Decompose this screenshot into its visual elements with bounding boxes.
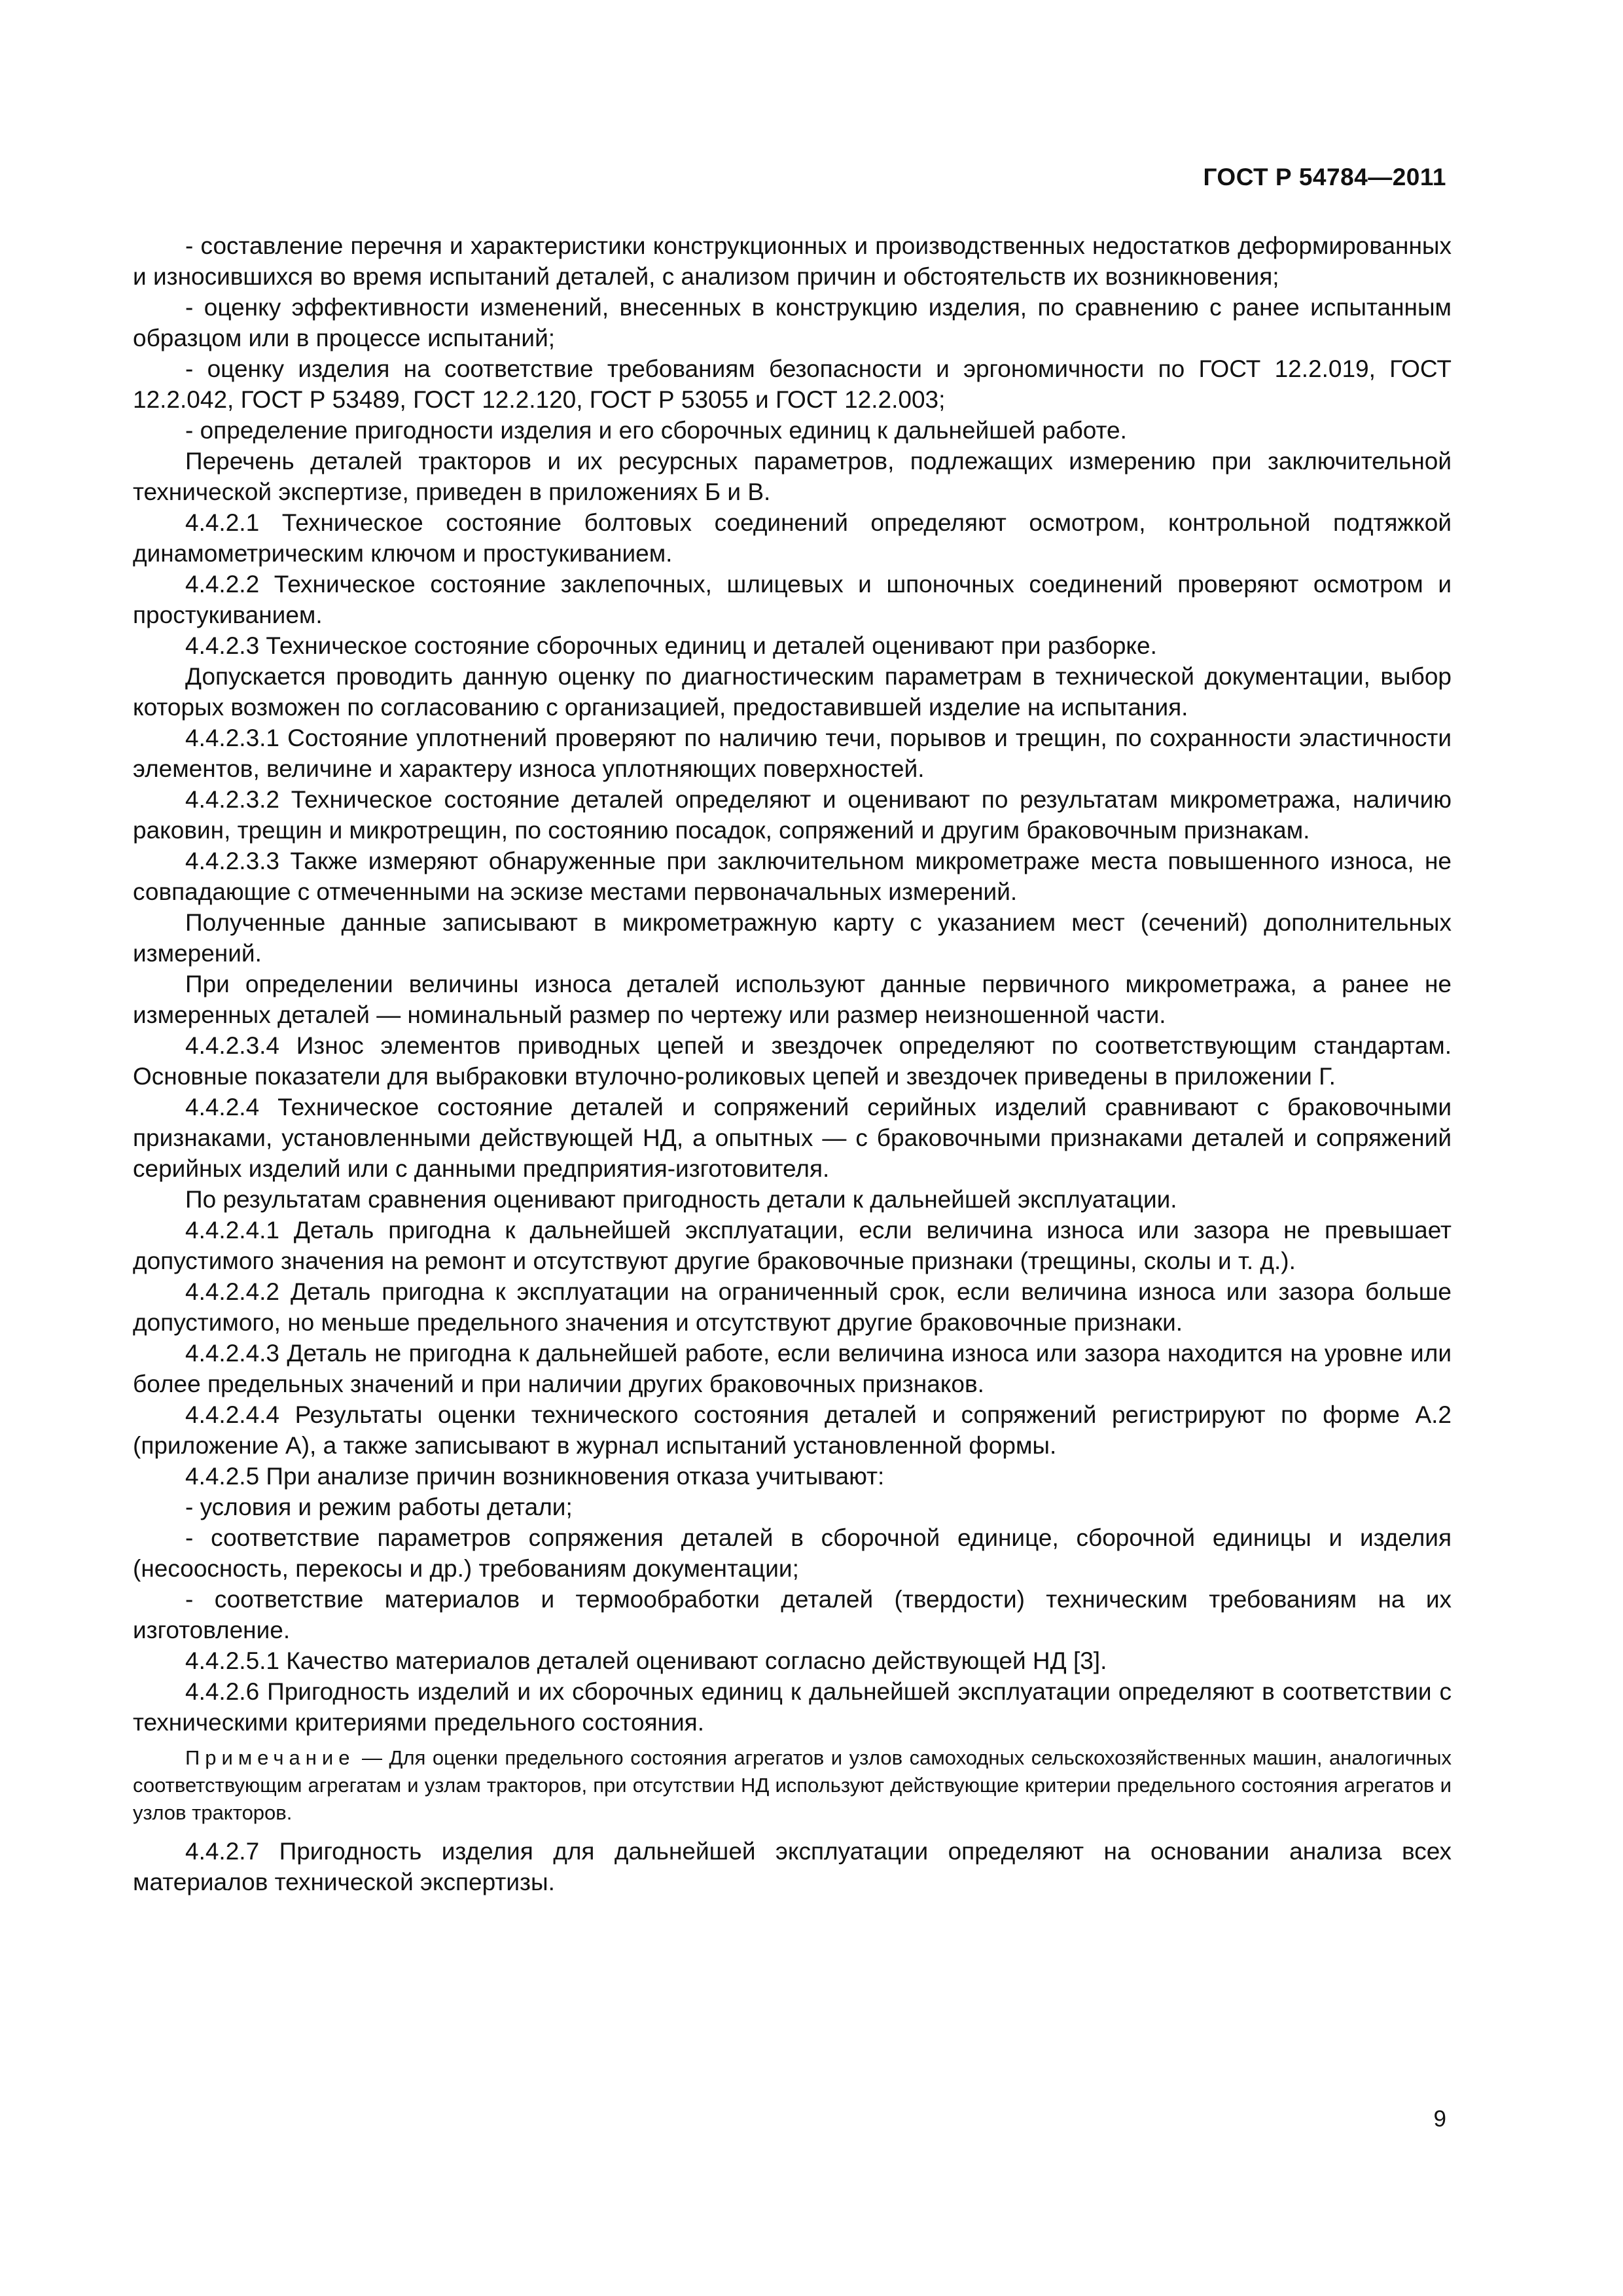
paragraph: - соответствие материалов и термообработки деталей (твердости) техническим требованиям на их изготовление. <box>133 1586 1452 1643</box>
paragraph: - определение пригодности изделия и его сборочных единиц к дальнейшей работе. <box>185 417 1127 444</box>
note-text: — Для оценки предельного состояния агрегатов и узлов самоходных сельскохозяйственных машин, аналогичных соответствующим агрегатам и узлам тракторов, при отсутствии НД используют действующие критерии предельного состояния агрегатов и узлов тракторов. <box>133 1746 1452 1824</box>
paragraph: 4.4.2.3.2 Техническое состояние деталей определяют и оценивают по результатам микрометража, наличию раковин, трещин и микротрещин, по состоянию посадок, сопряжений и другим браковочным признакам. <box>133 786 1452 844</box>
paragraph: 4.4.2.1 Техническое состояние болтовых соединений определяют осмотром, контрольной подтяжкой динамометрическим ключом и простукиванием. <box>133 509 1452 567</box>
paragraph: 4.4.2.2 Техническое состояние заклепочных, шлицевых и шпоночных соединений проверяют осмотром и простукиванием. <box>133 571 1452 628</box>
paragraph: При определении величины износа деталей используют данные первичного микрометража, а ранее не измеренных деталей — номинальный размер по чертежу или размер неизношенной части. <box>133 971 1452 1028</box>
paragraph: 4.4.2.5.1 Качество материалов деталей оценивают согласно действующей НД [3]. <box>185 1647 1107 1674</box>
paragraph: - составление перечня и характеристики конструкционных и производственных недостатков деформированных и износившихся во время испытаний деталей, с анализом причин и обстоятельств их возникновения; <box>133 232 1452 290</box>
paragraph: По результатам сравнения оценивают пригодность детали к дальнейшей эксплуатации. <box>185 1186 1177 1213</box>
paragraph: 4.4.2.5 При анализе причин возникновения отказа учитывают: <box>185 1463 885 1490</box>
paragraph: - соответствие параметров сопряжения деталей в сборочной единице, сборочной единицы и изделия (несоосность, перекосы и др.) требованиям документации; <box>133 1524 1452 1582</box>
paragraph: - оценку изделия на соответствие требованиям безопасности и эргономичности по ГОСТ 12.2.019, ГОСТ 12.2.042, ГОСТ Р 53489, ГОСТ 12.2.120, ГОСТ Р 53055 и ГОСТ 12.2.003; <box>133 355 1452 413</box>
paragraph: 4.4.2.4.1 Деталь пригодна к дальнейшей эксплуатации, если величина износа или зазора не превышает допустимого значения на ремонт и отсутствуют другие браковочные признаки (трещины, сколы и т. д.). <box>133 1217 1452 1274</box>
note-label: Примечание <box>185 1746 355 1769</box>
paragraph: 4.4.2.3.1 Состояние уплотнений проверяют по наличию течи, порывов и трещин, по сохранности эластичности элементов, величине и характеру износа уплотняющих поверхностей. <box>133 725 1452 782</box>
paragraph: 4.4.2.4 Техническое состояние деталей и сопряжений серийных изделий сравнивают с браковочными признаками, установленными действующей НД, а опытных — с браковочными признаками деталей и сопряжений серийных изделий или с данными предприятия-изготовителя. <box>133 1094 1452 1182</box>
paragraph: - условия и режим работы детали; <box>185 1494 573 1520</box>
paragraph: Допускается проводить данную оценку по диагностическим параметрам в технической документации, выбор которых возможен по согласованию с организацией, предоставившей изделие на испытания. <box>133 663 1452 721</box>
paragraph: 4.4.2.4.3 Деталь не пригодна к дальнейшей работе, если величина износа или зазора находится на уровне или более предельных значений и при наличии других браковочных признаков. <box>133 1340 1452 1397</box>
paragraph: 4.4.2.3.4 Износ элементов приводных цепей и звездочек определяют по соответствующим стандартам. Основные показатели для выбраковки втулочно-роликовых цепей и звездочек приведены в приложении Г. <box>133 1032 1452 1090</box>
paragraph: Перечень деталей тракторов и их ресурсных параметров, подлежащих измерению при заключительной технической экспертизе, приведен в приложениях Б и В. <box>133 448 1452 505</box>
paragraph: Полученные данные записывают в микрометражную карту с указанием мест (сечений) дополнительных измерений. <box>133 909 1452 967</box>
page-body <box>133 230 1452 1897</box>
page-number: 9 <box>1433 2106 1446 2132</box>
paragraph: 4.4.2.3 Техническое состояние сборочных единиц и деталей оценивают при разборке. <box>185 632 1157 659</box>
paragraph: 4.4.2.6 Пригодность изделий и их сборочных единиц к дальнейшей эксплуатации определяют в соответствии с техническими критериями предельного состояния. <box>133 1678 1452 1736</box>
note <box>133 1744 1452 1827</box>
paragraph: 4.4.2.4.4 Результаты оценки технического состояния деталей и сопряжений регистрируют по форме А.2 (приложение А), а также записывают в журнал испытаний установленной формы. <box>133 1401 1452 1459</box>
paragraph: 4.4.2.4.2 Деталь пригодна к эксплуатации на ограниченный срок, если величина износа или зазора больше допустимого, но меньше предельного значения и отсутствуют другие браковочные признаки. <box>133 1278 1452 1336</box>
paragraph: - оценку эффективности изменений, внесенных в конструкцию изделия, по сравнению с ранее испытанным образцом или в процессе испытаний; <box>133 294 1452 351</box>
paragraph: 4.4.2.3.3 Также измеряют обнаруженные при заключительном микрометраже места повышенного износа, не совпадающие с отмеченными на эскизе местами первоначальных измерений. <box>133 848 1452 905</box>
paragraph: 4.4.2.7 Пригодность изделия для дальнейшей эксплуатации определяют на основании анализа всех материалов технической экспертизы. <box>133 1838 1452 1895</box>
document-header: ГОСТ Р 54784—2011 <box>1203 164 1446 190</box>
